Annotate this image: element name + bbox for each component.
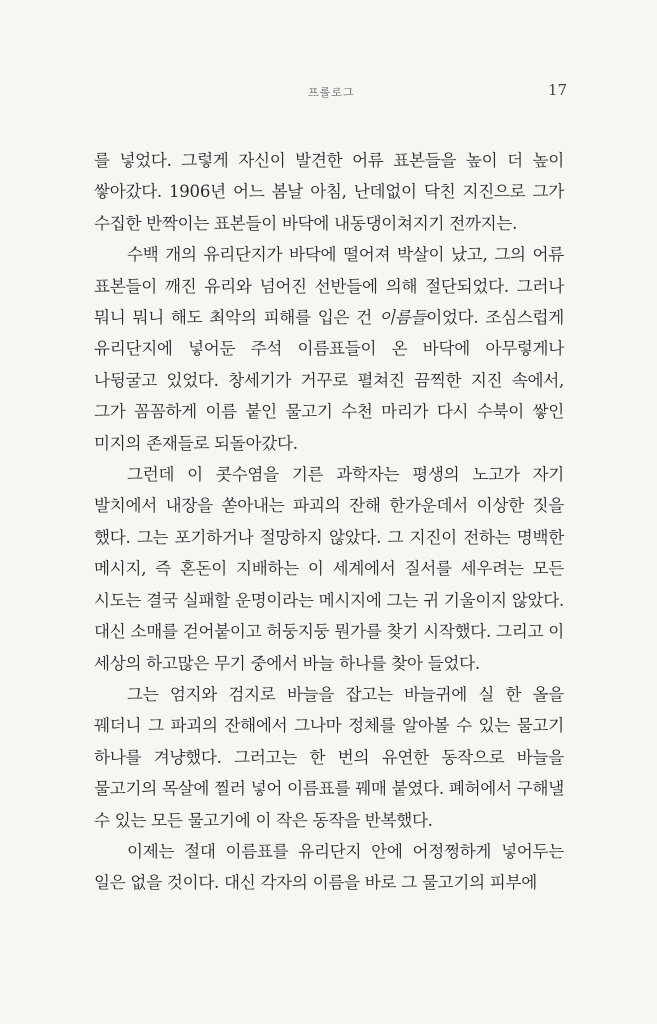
emphasized-word: 이름들 — [378, 308, 427, 328]
running-title: 프롤로그 — [308, 86, 355, 99]
paragraph-2-before: 수백 개의 유리단지가 바닥에 떨어져 박살이 났고, 그의 어류 표본들이 깨진 유리와 넘어진 선반들에 의해 절단되었다. 그러나 뭐니 뭐니 해도 최악의 피해를 입은 건 — [94, 245, 564, 328]
paragraph-2-after: 이었다. 조심스럽게 유리단지에 넣어둔 주석 이름표들이 온 바닥에 아무렇게나 나뒹굴고 있었다. 창세기가 거꾸로 펼쳐진 끔찍한 지진 속에서, 그가 꼼꼼하게 이름 붙인 물고기 수천 마리가 다시 수북이 쌓인 미지의 존재들로 되돌아갔다. — [94, 308, 565, 453]
paragraph-1: 를 넣었다. 그렇게 자신이 발견한 어류 표본들을 높이 더 높이 쌓아갔다. 1906년 어느 봄날 아침, 난데없이 닥친 지진으로 그가 수집한 반짝이는 표본들이 바닥에 내동댕이쳐지기 전까지는. — [94, 151, 564, 233]
paragraph-4: 그는 엄지와 검지로 바늘을 잡고는 바늘귀에 실 한 올을 꿰더니 그 파괴의 잔해에서 그나마 정체를 알아볼 수 있는 물고기 하나를 겨냥했다. 그러고는 한 번의 유연한 동작으로 바늘을 물고기의 목살에 찔러 넣어 이름표를 꿰매 붙였다. 폐허에서 구해낼 수 있는 모든 물고기에 이 작은 동작을 반복했다. — [94, 684, 564, 830]
page-header — [0, 81, 657, 104]
paragraph-3: 그런데 이 콧수염을 기른 과학자는 평생의 노고가 자기 발치에서 내장을 쏟아내는 파괴의 잔해 한가운데서 이상한 짓을 했다. 그는 포기하거나 절망하지 않았다. 그 지진이 전하는 명백한 메시지, 즉 혼돈이 지배하는 이 세계에서 질서를 세우려는 모든 시도는 결국 실패할 운명이라는 메시지에 그는 귀 기울이지 않았다. 대신 소매를 걷어붙이고 허둥지둥 뭔가를 찾기 시작했다. 그리고 이 세상의 하고많은 무기 중에서 바늘 하나를 찾아 들었다. — [94, 465, 564, 673]
paragraph-2 — [94, 239, 564, 459]
body-text — [94, 145, 564, 899]
paragraph-5: 이제는 절대 이름표를 유리단지 안에 어정쩡하게 넣어두는 일은 없을 것이다. 대신 각자의 이름을 바로 그 물고기의 피부에 — [94, 841, 564, 893]
page-number: 17 — [548, 81, 568, 99]
